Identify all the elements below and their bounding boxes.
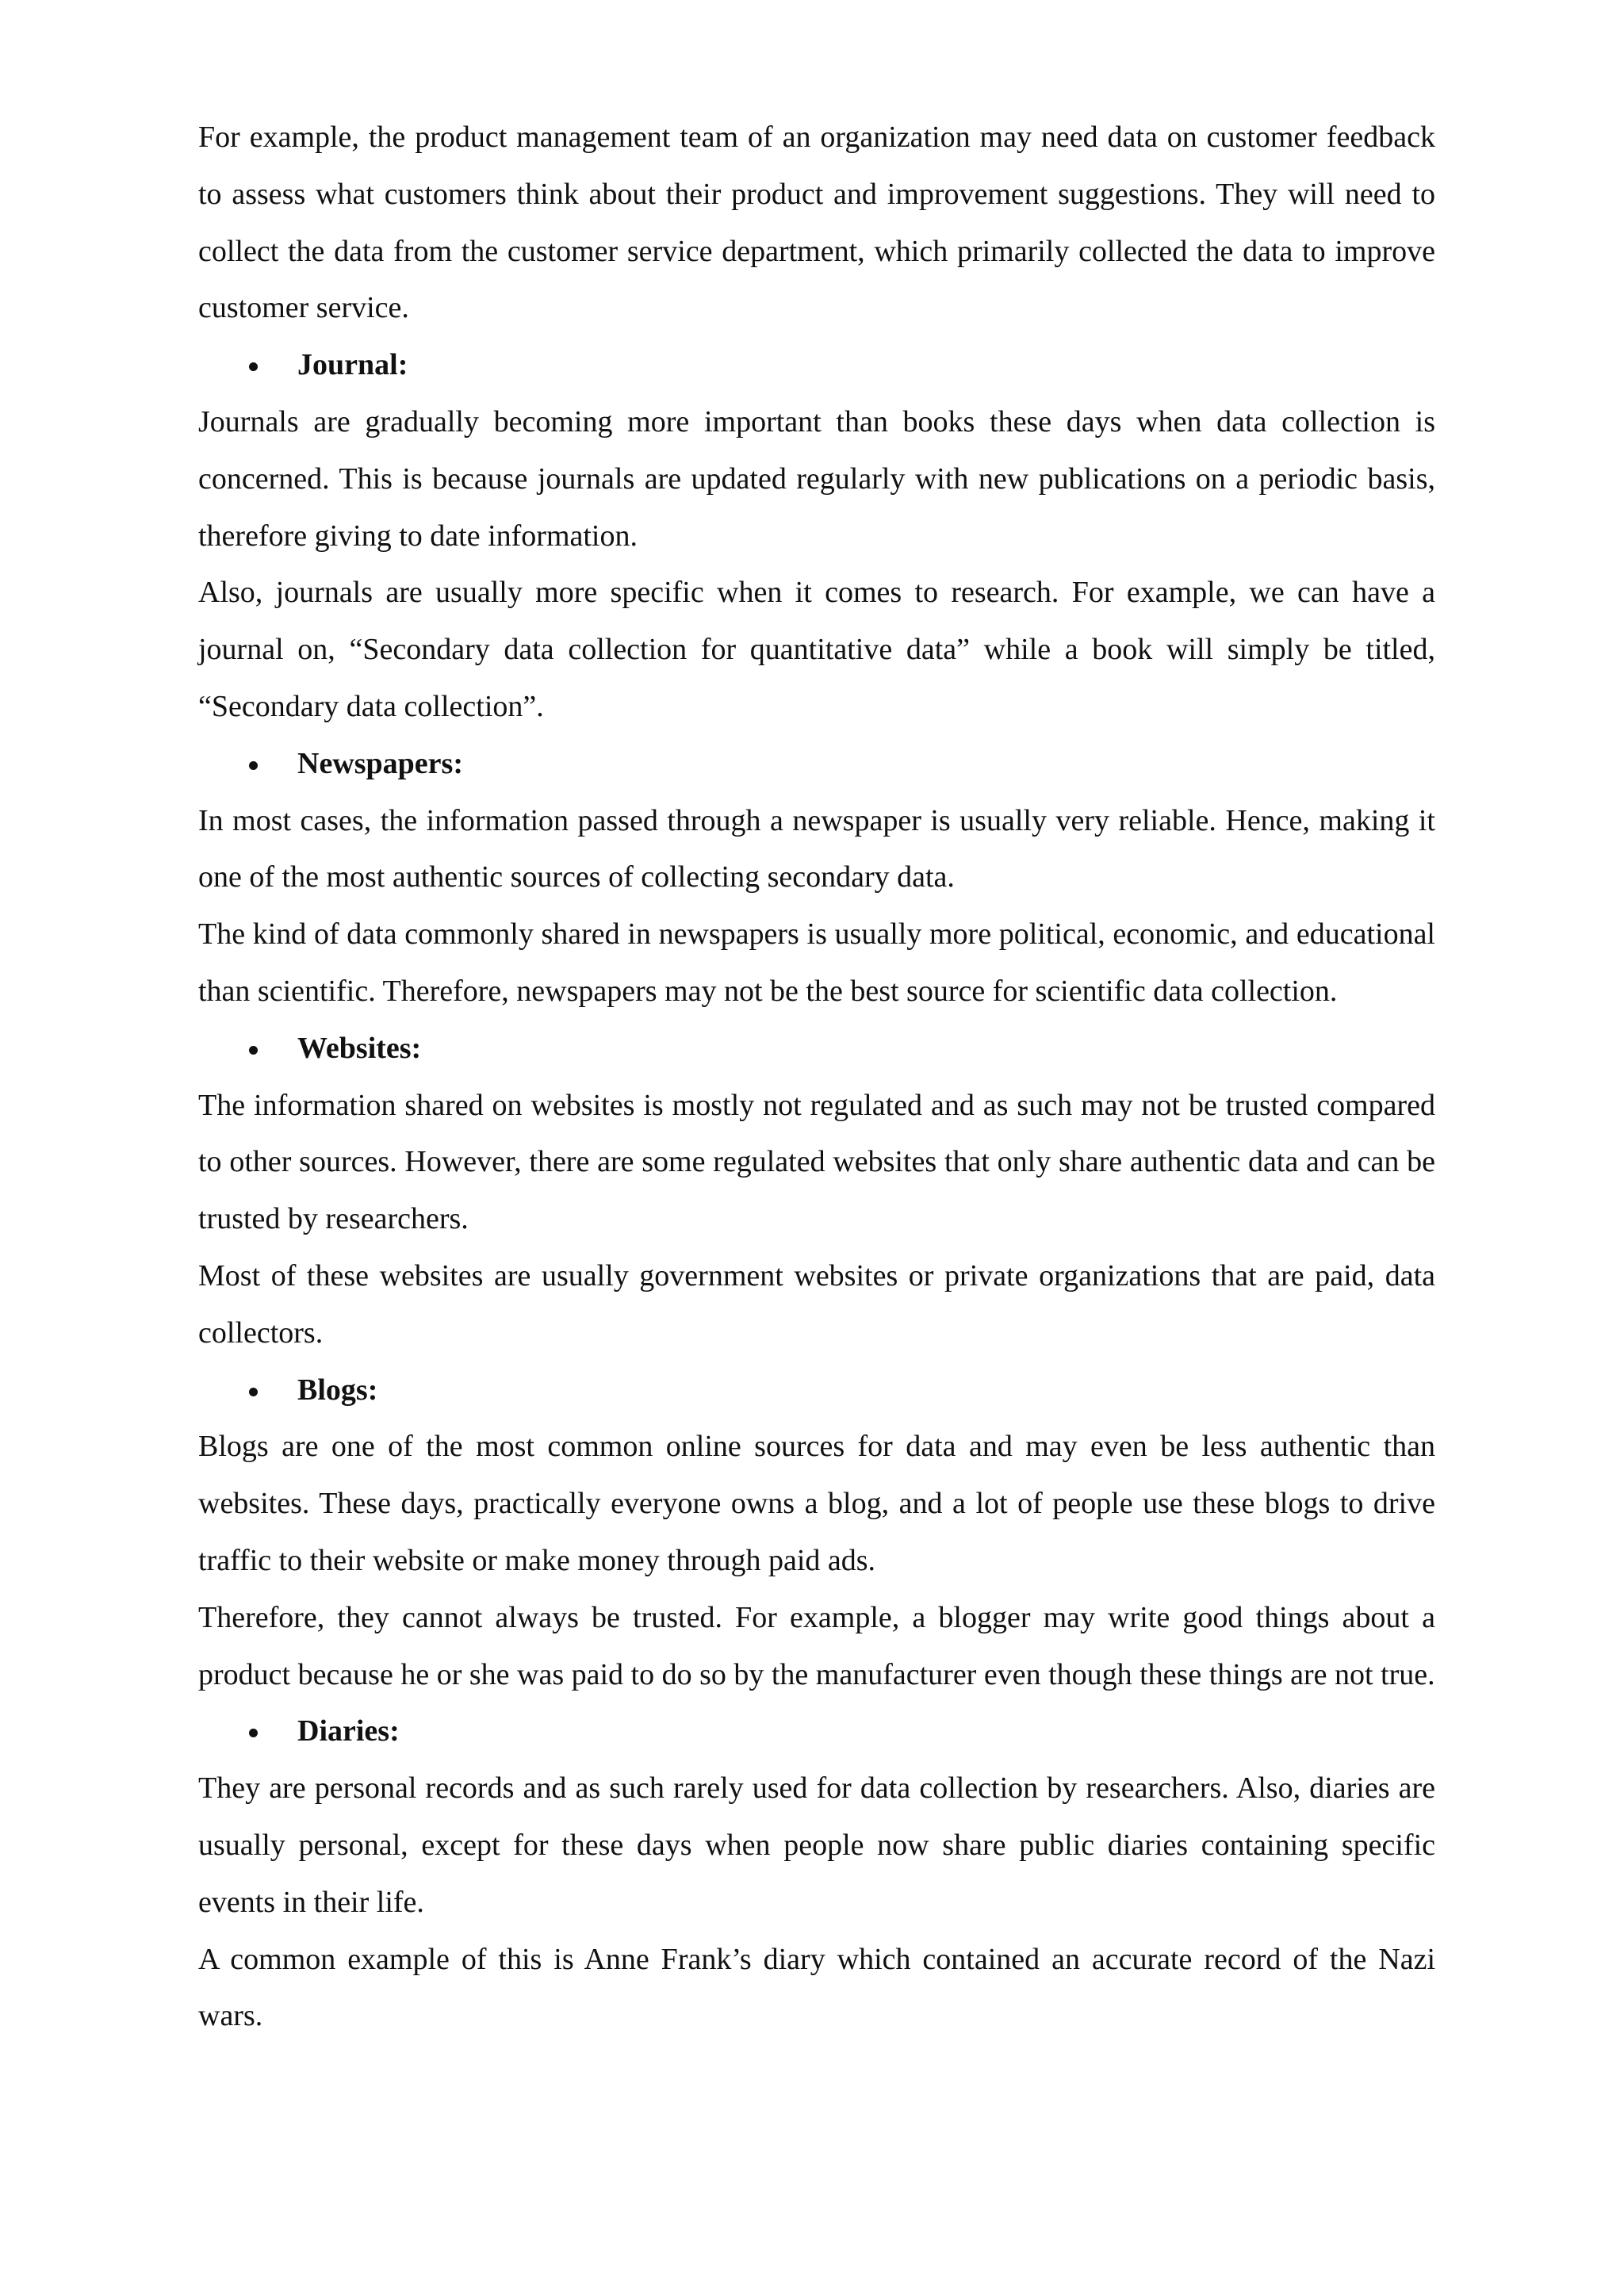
section-heading-text: Blogs: (297, 1373, 378, 1407)
paragraph: The information shared on websites is mostly not regulated and as such may not be trusted compared to other sources. However, there are some regulated websites that only share authentic data and can be trusted by researchers. (198, 1088, 1435, 1236)
section-heading-websites (198, 1021, 1435, 1078)
paragraph: Blogs are one of the most common online sources for data and may even be less authentic than websites. These days, practically everyone owns a blog, and a lot of people use these blogs to drive traffic to their website or make money through paid ads. (198, 1430, 1435, 1577)
intro-paragraph: For example, the product management team of an organization may need data on customer feedback to assess what customers think about their product and improvement suggestions. They will need to collect the data from the customer service department, which primarily collected the data to improve customer service. (198, 121, 1435, 325)
paragraph: They are personal records and as such rarely used for data collection by researchers. Also, diaries are usually personal, except for these days when people now share public diaries containing specific events in their life. (198, 1771, 1435, 1919)
paragraph: Most of these websites are usually government websites or private organizations that are paid, data collectors. (198, 1258, 1435, 1350)
paragraph: Also, journals are usually more specific when it comes to research. For example, we can have a journal on, “Secondary data collection for quantitative data” while a book will simply be titled, “Secondary data collection”. (198, 576, 1435, 723)
paragraph: The kind of data commonly shared in newspapers is usually more political, economic, and educational than scientific. Therefore, newspapers may not be the best source for scientific data collection. (198, 917, 1435, 1008)
paragraph: A common example of this is Anne Frank’s diary which contained an accurate record of the Nazi wars. (198, 1942, 1435, 2033)
section-heading-text: Websites: (297, 1031, 422, 1065)
paragraph: In most cases, the information passed through a newspaper is usually very reliable. Hence, making it one of the most authentic sources of collecting secondary data. (198, 803, 1435, 894)
document-page (198, 109, 1435, 2045)
paragraph: Therefore, they cannot always be trusted. For example, a blogger may write good things about a product because he or she was paid to do so by the manufacturer even though these things are not true. (198, 1600, 1435, 1691)
paragraph: Journals are gradually becoming more important than books these days when data collection is concerned. This is because journals are updated regularly with new publications on a periodic basis, therefore giving to date information. (198, 404, 1435, 553)
section-heading-text: Newspapers: (297, 746, 463, 780)
section-heading-diaries (198, 1703, 1435, 1760)
section-heading-blogs (198, 1362, 1435, 1419)
section-heading-text: Diaries: (297, 1714, 400, 1748)
section-heading-text: Journal: (297, 348, 408, 382)
section-heading-journal (198, 337, 1435, 394)
section-heading-newspapers (198, 736, 1435, 793)
